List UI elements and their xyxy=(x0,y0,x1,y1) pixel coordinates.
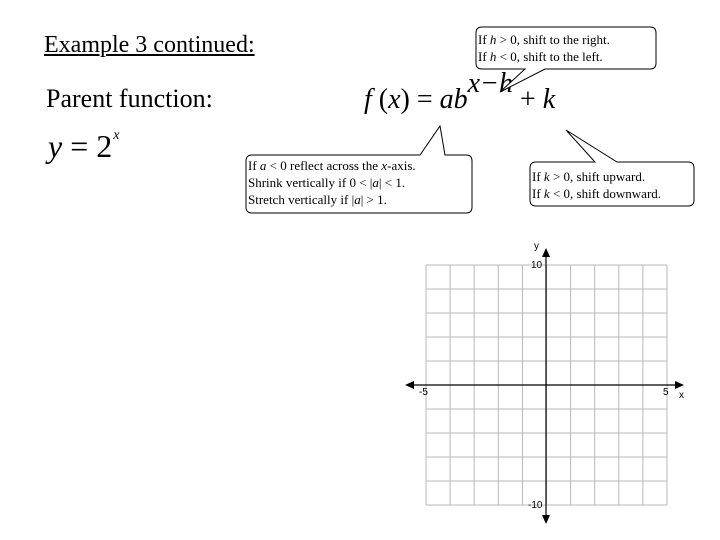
parent-lhs: y xyxy=(48,128,63,164)
eq-f: f xyxy=(364,84,372,115)
callout-a-line2: Shrink vertically if 0 < |a| < 1. xyxy=(248,175,406,190)
eq-var: x xyxy=(388,84,401,115)
y-axis-label: y xyxy=(534,241,539,252)
eq-b: b xyxy=(453,84,468,115)
eq-k: k xyxy=(542,84,556,115)
parent-equals: = xyxy=(62,128,97,164)
eq-paren-close: ) = xyxy=(400,84,440,115)
x-axis-label: x xyxy=(679,390,684,401)
x-max-label: 5 xyxy=(663,387,669,398)
eq-exponent: x−h xyxy=(467,68,513,99)
y-max-label: 10 xyxy=(531,260,543,271)
y-min-label: -10 xyxy=(528,500,543,511)
y-axis-top-arrow xyxy=(542,248,550,257)
x-axis-right-arrow xyxy=(675,381,684,389)
callout-a-line1: If a < 0 reflect across the x-axis. xyxy=(248,158,416,173)
callout-h-line2: If h < 0, shift to the left. xyxy=(478,49,603,64)
parent-function-label: Parent function: xyxy=(46,84,213,113)
callout-h-line1: If h > 0, shift to the right. xyxy=(478,32,610,47)
callout-a-line3: Stretch vertically if |a| > 1. xyxy=(248,192,387,207)
eq-a: a xyxy=(439,84,454,115)
x-min-label: -5 xyxy=(419,387,428,398)
parent-exponent: x xyxy=(113,128,120,143)
eq-plus: + xyxy=(513,84,543,115)
eq-paren-open: ( xyxy=(371,84,389,115)
y-axis-bottom-arrow xyxy=(542,515,550,524)
callout-k-line2: If k < 0, shift downward. xyxy=(532,186,662,201)
callout-k-line1: If k > 0, shift upward. xyxy=(532,169,646,184)
page-title: Example 3 continued: xyxy=(44,32,255,58)
parent-base: 2 xyxy=(96,128,113,164)
x-axis-left-arrow xyxy=(405,381,414,389)
